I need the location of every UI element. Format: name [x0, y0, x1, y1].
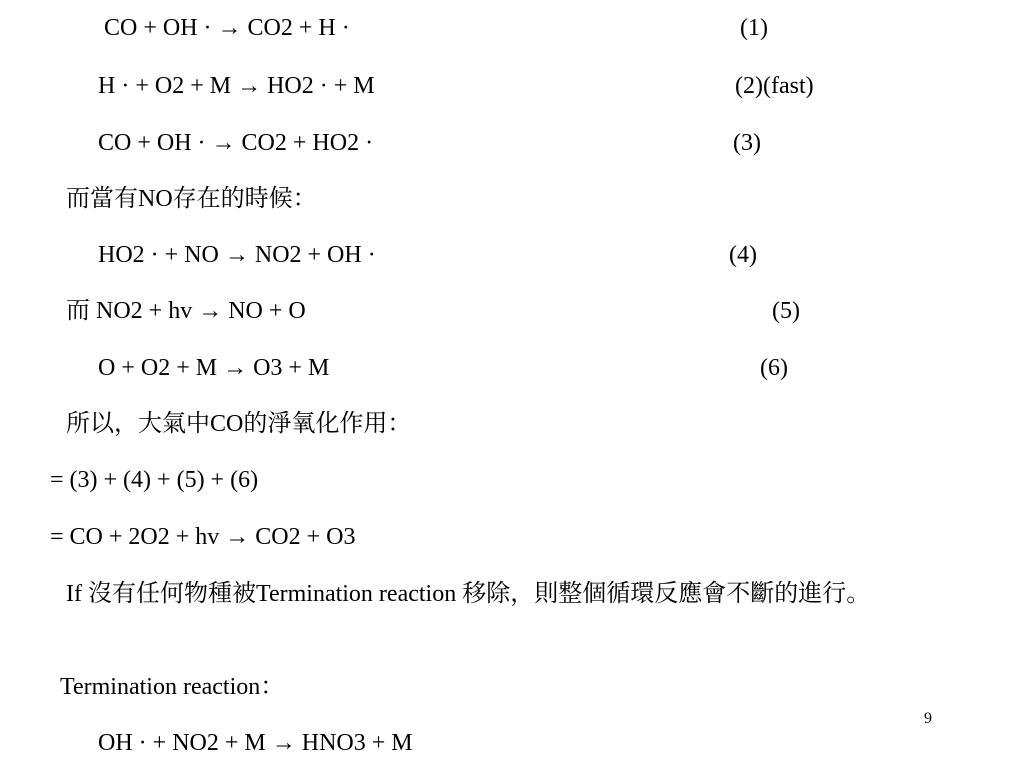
- termination-heading: Termination reaction：: [60, 674, 285, 700]
- termination-paragraph: If 沒有任何物種被Termination reaction 移除，則整個循環反應會不斷的進行。: [66, 581, 871, 607]
- sum-line: = (3) + (4) + (5) + (6): [50, 467, 259, 493]
- page-number: 9: [924, 710, 932, 727]
- reaction-3: CO + OH · → CO2 + HO2 ·: [98, 130, 374, 156]
- reaction-4-number: (4): [729, 242, 757, 268]
- heading-net-oxidation: 所以，大氣中CO的淨氧化作用：: [66, 411, 412, 437]
- heading-no-present: 而當有NO存在的時候：: [66, 186, 317, 212]
- reaction-6: O + O2 + M → O3 + M: [98, 355, 330, 381]
- reaction-5: 而 NO2 + hv → NO + O: [66, 298, 306, 324]
- reaction-5-number: (5): [772, 298, 800, 324]
- reaction-6-number: (6): [760, 355, 788, 381]
- reaction-1-number: (1): [740, 15, 768, 41]
- reaction-2-number: (2)(fast): [735, 73, 814, 99]
- net-reaction-line: = CO + 2O2 + hv → CO2 + O3: [50, 524, 356, 550]
- reaction-2: H · + O2 + M → HO2 · + M: [98, 73, 375, 99]
- termination-reaction: OH · + NO2 + M → HNO3 + M: [98, 730, 413, 756]
- reaction-1: CO + OH · → CO2 + H ·: [104, 15, 350, 41]
- reaction-4: HO2 · + NO → NO2 + OH ·: [98, 242, 376, 268]
- reaction-3-number: (3): [733, 130, 761, 156]
